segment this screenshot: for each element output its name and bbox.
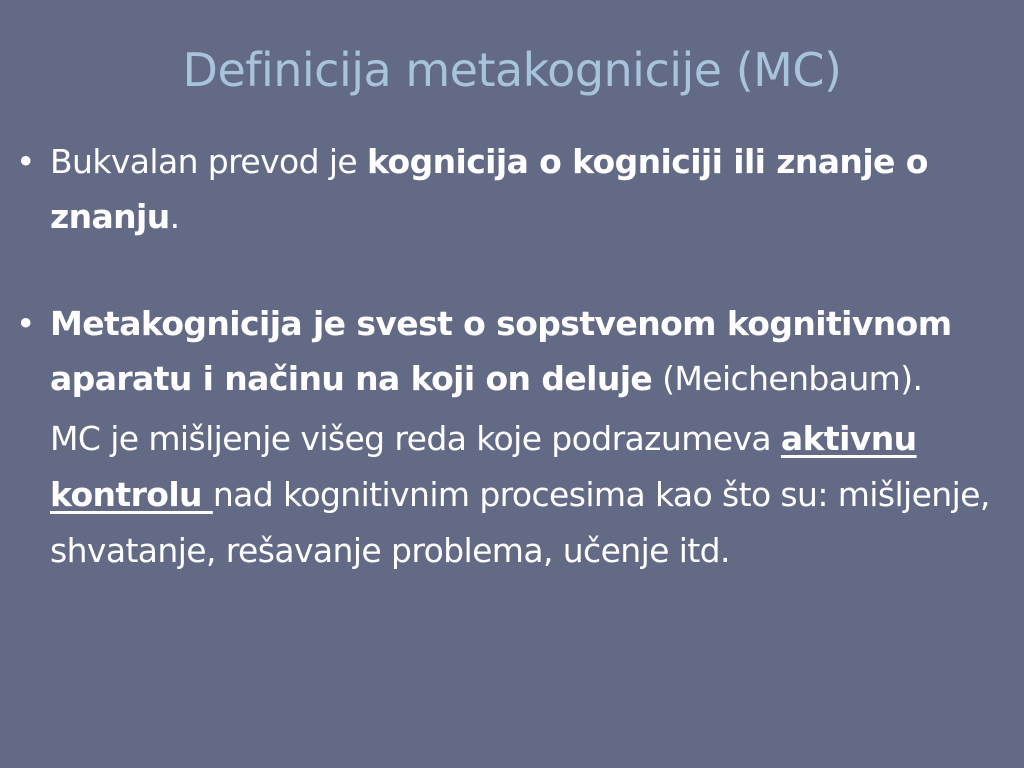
bullet1-text: Bukvalan prevod je (50, 142, 368, 181)
bullet1-period: . (169, 197, 180, 236)
paragraph-text-start: MC je mišljenje višeg reda koje podrazumeva (50, 419, 781, 458)
bullet-literal-translation (14, 134, 1014, 244)
bullet1-bold-text: kognicija o kogniciji ili znanje o znanju (50, 142, 928, 236)
slide-title: Definicija metakognicije (MC) (182, 43, 842, 97)
paragraph-bold-underline: aktivnu kontrolu (50, 419, 917, 514)
paragraph-text-end: nad kognitivnim procesima kao što su: mišljenje, shvatanje, rešavanje problema, učenje itd. (50, 475, 990, 570)
paragraph-active-control (14, 411, 1014, 579)
slide-body (14, 134, 1014, 579)
bullet-mark: • (16, 142, 35, 181)
bullet2-bold-text: Metakognicija je svest o sopstvenom kognitivnom aparatu i načinu na koji on deluje (50, 304, 952, 398)
bullet-mark: • (16, 304, 35, 343)
bullet2-citation: (Meichenbaum). (652, 359, 923, 398)
bullet-definition (14, 296, 1014, 406)
